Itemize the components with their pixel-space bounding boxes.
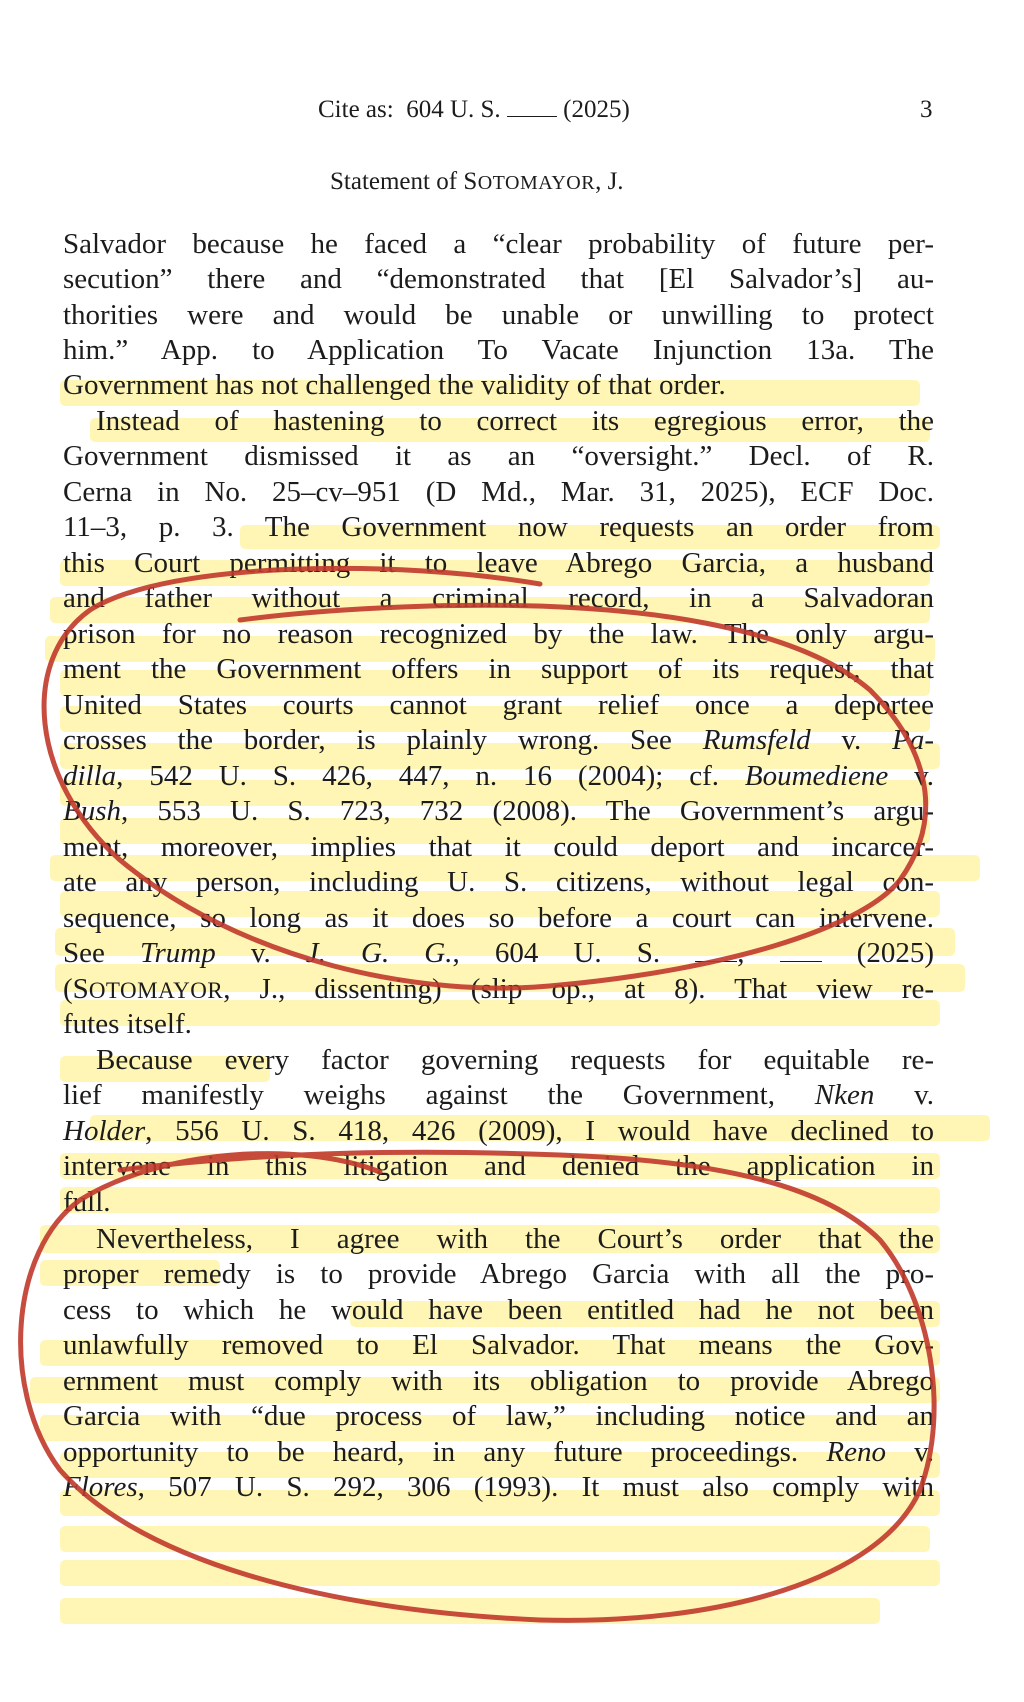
highlight-stroke bbox=[60, 1560, 940, 1586]
text-line: ment, moreover, implies that it could deport and incarcer- bbox=[63, 831, 934, 863]
cite-prefix: Cite as: bbox=[318, 96, 394, 123]
text-line: proper remedy is to provide Abrego Garcia with all the pro- bbox=[63, 1258, 934, 1290]
case-name: Boumediene bbox=[744, 760, 889, 792]
page-number: 3 bbox=[920, 96, 933, 123]
text-line: Salvador because he faced a “clear probability of future per- bbox=[63, 228, 934, 260]
text-line: United States courts cannot grant relief once a deportee bbox=[63, 689, 934, 721]
case-name: Trump bbox=[139, 937, 216, 969]
text-line: Holder, 556 U. S. 418, 426 (2009), I would have declined to bbox=[63, 1115, 934, 1147]
justice-name: OTOMAYOR bbox=[477, 172, 596, 194]
highlight-stroke bbox=[60, 1598, 880, 1624]
text-line: Garcia with “due process of law,” including notice and an bbox=[63, 1400, 934, 1432]
text-line: (SOTOMAYOR, J., dissenting) (slip op., at 8). That view re- bbox=[63, 973, 934, 1005]
case-name: Holder bbox=[63, 1115, 146, 1147]
text-line: him.” App. to Application To Vacate Injunction 13a. The bbox=[63, 334, 934, 366]
text-line: this Court permitting it to leave Abrego Garcia, a husband bbox=[63, 547, 934, 579]
text-line: Because every factor governing requests for equitable re- bbox=[96, 1044, 934, 1076]
running-header-citation bbox=[318, 96, 630, 124]
page-blank bbox=[507, 98, 557, 117]
text-line: sequence, so long as it does so before a court can intervene. bbox=[63, 902, 934, 934]
text-line: Government has not challenged the validity of that order. bbox=[63, 369, 726, 401]
case-name: Pa- bbox=[892, 724, 934, 756]
text-line: lief manifestly weighs against the Government, Nken v. bbox=[63, 1079, 935, 1111]
text-line: thorities were and would be unable or unwilling to protect bbox=[63, 299, 934, 331]
text-line: intervene in this litigation and denied the application in bbox=[63, 1150, 934, 1182]
case-name: Bush bbox=[63, 795, 121, 827]
text-line: opportunity to be heard, in any future proceedings. Reno v. bbox=[63, 1436, 934, 1468]
statement-heading: Statement of SOTOMAYOR, J. bbox=[330, 168, 624, 195]
page-blank bbox=[780, 943, 822, 962]
text-line: See Trump v. J. G. G., 604 U. S. , (2025) bbox=[63, 937, 934, 969]
text-line: unlawfully removed to El Salvador. That means the Gov- bbox=[63, 1329, 934, 1361]
case-name: Flores bbox=[63, 1471, 138, 1503]
text-line: cess to which he would have been entitled had he not been bbox=[63, 1294, 934, 1326]
case-name: Rumsfeld bbox=[702, 724, 811, 756]
justice-name: OTOMAYOR bbox=[88, 978, 224, 1003]
text-line: secution” there and “demonstrated that [El Salvador’s] au- bbox=[63, 263, 934, 295]
text-line: ment the Government offers in support of its request, that bbox=[63, 653, 934, 685]
text-line: prison for no reason recognized by the law. The only argu- bbox=[63, 618, 934, 650]
text-line: Government dismissed it as an “oversight.” Decl. of R. bbox=[63, 440, 934, 472]
text-line: and father without a criminal record, in a Salvadoran bbox=[63, 582, 934, 614]
cite-volume: 604 U. S. bbox=[406, 96, 501, 123]
case-name: Nken bbox=[814, 1079, 875, 1111]
text-line: futes itself. bbox=[63, 1008, 192, 1040]
text-line: Bush, 553 U. S. 723, 732 (2008). The Government’s argu- bbox=[63, 795, 934, 827]
text-line: Nevertheless, I agree with the Court’s order that the bbox=[96, 1223, 934, 1255]
text-line: 11–3, p. 3. The Government now requests an order from bbox=[63, 511, 934, 543]
cite-year: (2025) bbox=[563, 96, 630, 123]
text-line: Flores, 507 U. S. 292, 306 (1993). It must also comply with bbox=[63, 1471, 934, 1503]
page-blank bbox=[695, 943, 737, 962]
text-line: Instead of hastening to correct its egregious error, the bbox=[96, 405, 934, 437]
text-line: ate any person, including U. S. citizens, without legal con- bbox=[63, 866, 934, 898]
text-line: ernment must comply with its obligation to provide Abrego bbox=[63, 1365, 934, 1397]
case-name: Reno bbox=[826, 1436, 886, 1468]
case-name: dilla bbox=[63, 760, 117, 792]
text-line: crosses the border, is plainly wrong. See Rumsfeld v. Pa- bbox=[63, 724, 934, 756]
highlight-stroke bbox=[60, 1526, 930, 1552]
case-name: J. G. G. bbox=[305, 937, 453, 969]
text-line: full. bbox=[63, 1186, 111, 1218]
text-line: Cerna in No. 25–cv–951 (D Md., Mar. 31, 2025), ECF Doc. bbox=[63, 476, 934, 508]
text-line: dilla, 542 U. S. 426, 447, n. 16 (2004); cf. Boumediene v. bbox=[63, 760, 934, 792]
